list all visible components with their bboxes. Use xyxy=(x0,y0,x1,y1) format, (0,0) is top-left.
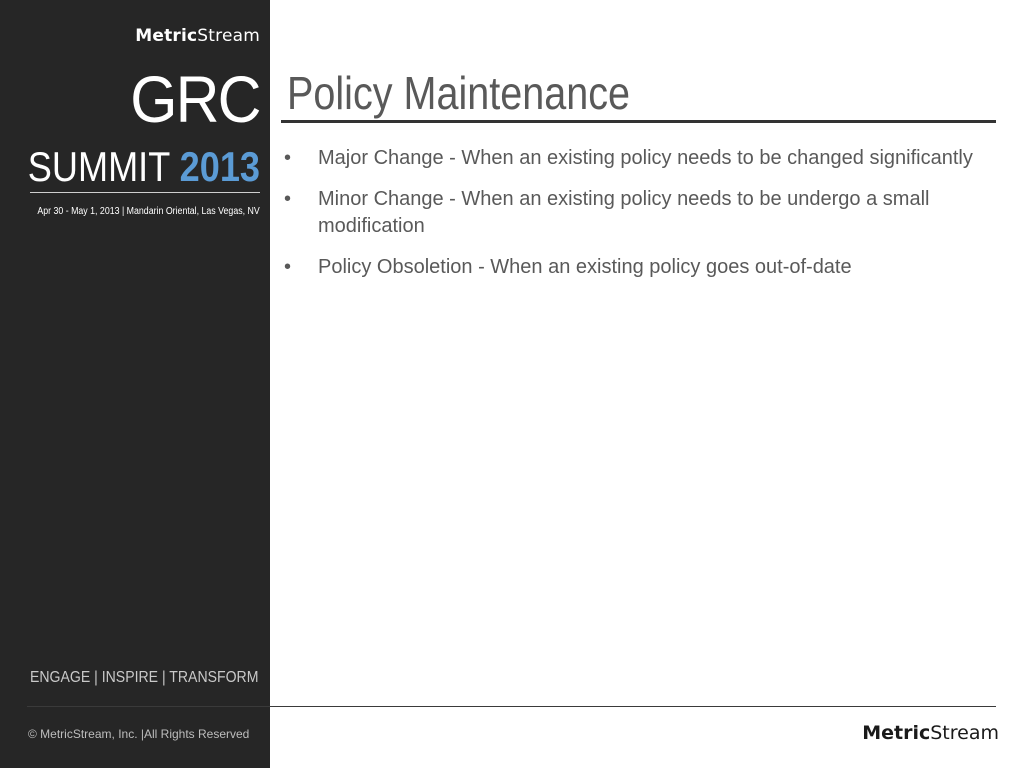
sidebar-divider xyxy=(30,192,260,193)
footer-divider xyxy=(27,706,996,707)
bullet-item-policy-obsoletion xyxy=(284,254,984,281)
bullet-dot: • xyxy=(284,188,292,210)
slide-title: Policy Maintenance xyxy=(287,67,631,119)
bullet-text: Major Change - When an existing policy needs to be changed significantly xyxy=(318,147,973,169)
grc-heading: GRC xyxy=(130,62,260,136)
summit-heading xyxy=(28,143,260,191)
bullet-item-minor-change xyxy=(284,186,984,240)
tagline: ENGAGE | INSPIRE | TRANSFORM xyxy=(30,669,259,686)
bullet-dot: • xyxy=(284,147,292,169)
event-info: Apr 30 - May 1, 2013 | Mandarin Oriental, Las Vegas, NV xyxy=(37,206,260,217)
metricstream-logo-top: MetricStream xyxy=(135,26,260,46)
bullet-text: Minor Change - When an existing policy needs to be undergo a small modification xyxy=(318,188,930,237)
summit-year: 2013 xyxy=(179,143,260,190)
bullet-item-major-change xyxy=(284,145,984,172)
sidebar xyxy=(0,0,270,768)
metricstream-logo-bottom: MetricStream xyxy=(862,722,999,744)
bullet-dot: • xyxy=(284,256,292,278)
bullet-text: Policy Obsoletion - When an existing policy goes out-of-date xyxy=(318,256,852,278)
bullet-list xyxy=(284,145,984,295)
title-underline xyxy=(281,120,996,123)
summit-word: SUMMIT xyxy=(27,143,170,190)
copyright-notice: © MetricStream, Inc. |All Rights Reserved xyxy=(28,727,250,741)
